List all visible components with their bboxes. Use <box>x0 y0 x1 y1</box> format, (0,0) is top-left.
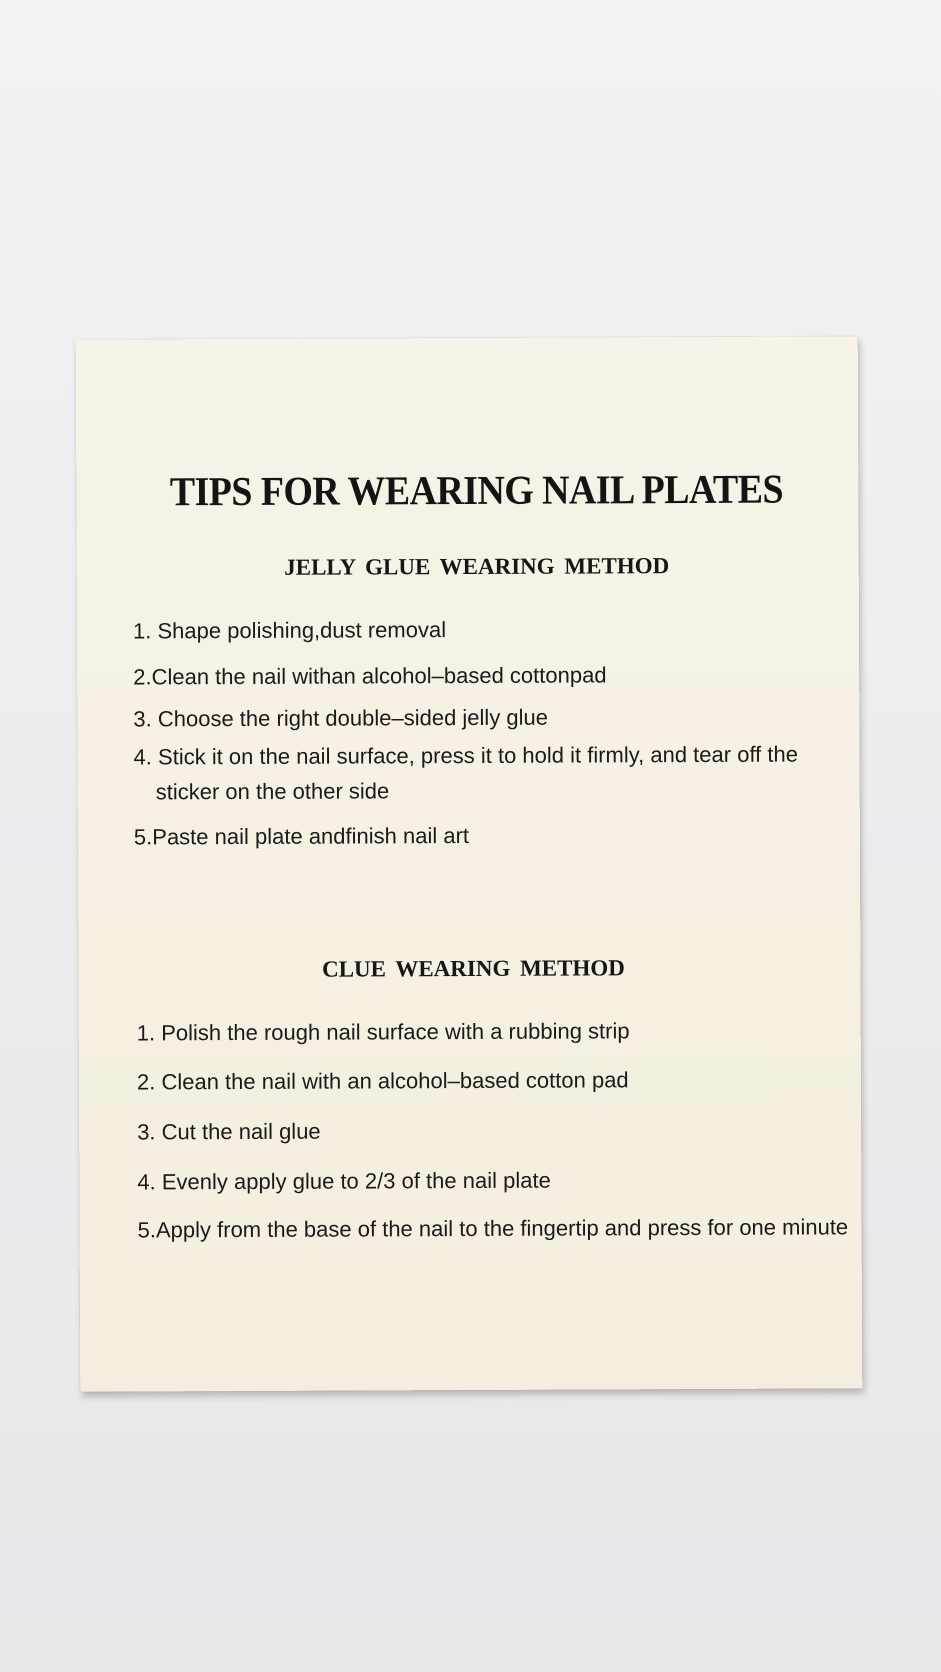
list-item: 5.Apply from the base of the nail to the fingertip and press for one minute <box>137 1214 849 1243</box>
page-title: TIPS FOR WEARING NAIL PLATES <box>169 466 784 515</box>
list-item: 4. Stick it on the nail surface, press it to hold it firmly, and tear off the sticker on the other side <box>133 741 798 805</box>
list-item: 4. Evenly apply glue to 2/3 of the nail plate <box>137 1167 551 1195</box>
list-item: 5.Paste nail plate andfinish nail art <box>133 822 470 850</box>
list-item: 1. Shape polishing,dust removal <box>132 617 447 644</box>
section-heading-jelly-glue: JELLY GLUE WEARING METHOD <box>284 553 670 580</box>
list-item: 1. Polish the rough nail surface with a rubbing strip <box>136 1018 630 1046</box>
list-item: 3. Choose the right double–sided jelly glue <box>133 704 549 732</box>
list-item: 2. Clean the nail with an alcohol–based cotton pad <box>136 1067 629 1095</box>
list-item: 2.Clean the nail withan alcohol–based cottonpad <box>133 662 607 690</box>
section-heading-clue: CLUE WEARING METHOD <box>322 955 625 982</box>
instruction-card <box>76 336 863 1391</box>
list-item: 3. Cut the nail glue <box>137 1118 321 1145</box>
